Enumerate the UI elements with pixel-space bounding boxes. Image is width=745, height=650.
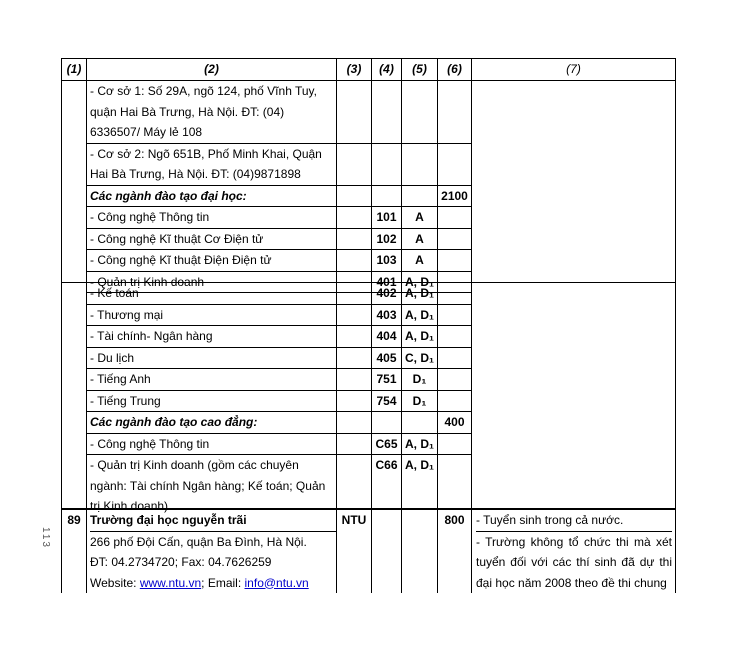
program-name: - Công nghệ Kĩ thuật Cơ Điện tử — [87, 228, 337, 250]
school-name: Trường đại học nguyễn trãi — [90, 510, 336, 532]
header-col-2: (2) — [87, 59, 337, 81]
exam-block: A — [402, 250, 438, 272]
header-col-6: (6) — [438, 59, 472, 81]
page-number: 113 — [40, 527, 51, 549]
table-row — [62, 283, 676, 305]
email-label: ; Email: — [201, 575, 245, 590]
number-cell-empty — [62, 283, 87, 517]
header-col-5: (5) — [402, 59, 438, 81]
program-name: - Kế toán — [87, 283, 337, 305]
program-code: 754 — [372, 390, 402, 412]
header-col-1: (1) — [62, 59, 87, 81]
program-code: 403 — [372, 304, 402, 326]
website-link[interactable]: www.ntu.vn — [139, 575, 202, 590]
school-row — [62, 509, 676, 593]
school-phone: ĐT: 04.2734720; Fax: 04.7626259 — [90, 555, 272, 569]
program-name: - Tiếng Trung — [87, 390, 337, 412]
program-code: 101 — [372, 207, 402, 229]
program-code: 751 — [372, 369, 402, 391]
exam-block: D₁ — [402, 390, 438, 412]
program-name: - Công nghệ Thông tin — [87, 207, 337, 229]
program-name: - Quản trị Kinh doanh — [87, 271, 337, 293]
college-total: 400 — [438, 412, 472, 434]
program-code: 402 — [372, 283, 402, 305]
university-total: 2100 — [438, 185, 472, 207]
exam-block: A, D₁ — [402, 304, 438, 326]
note-2: - Trường không tổ chức thi mà xét tuyển đối với các thí sinh đã dự thi đại học năm 2008 theo đề thi chung — [476, 534, 672, 590]
program-code: C66 — [372, 455, 402, 517]
header-col-7: (7) — [472, 59, 676, 81]
program-name: - Thương mại — [87, 304, 337, 326]
admissions-table — [61, 58, 676, 293]
program-code: 103 — [372, 250, 402, 272]
campus-1: - Cơ sở 1: Số 29A, ngõ 124, phố Vĩnh Tuy, quận Hai Bà Trưng, Hà Nội. ĐT: (04) 6336507/ Máy lẻ 108 — [87, 81, 337, 144]
exam-block: A, D₁ — [402, 433, 438, 455]
program-name: - Tài chính- Ngân hàng — [87, 326, 337, 348]
campus-2: - Cơ sở 2: Ngõ 651B, Phố Minh Khai, Quận Hai Bà Trưng, Hà Nội. ĐT: (04)9871898 — [87, 143, 337, 185]
college-heading: Các ngành đào tạo cao đẳng: — [87, 412, 337, 434]
exam-block: D₁ — [402, 369, 438, 391]
program-code: C65 — [372, 433, 402, 455]
school-web — [90, 573, 336, 594]
exam-block: A — [402, 207, 438, 229]
program-name: - Du lịch — [87, 347, 337, 369]
program-name: - Công nghệ Thông tin — [87, 433, 337, 455]
table-row — [62, 81, 676, 144]
exam-block: C, D₁ — [402, 347, 438, 369]
school-code: NTU — [337, 509, 372, 593]
admissions-table-continued — [61, 282, 676, 517]
school-89-table — [61, 508, 676, 593]
program-code: 102 — [372, 228, 402, 250]
program-code: 405 — [372, 347, 402, 369]
school-info — [87, 509, 337, 593]
header-row — [62, 59, 676, 81]
exam-block: A, D₁ — [402, 455, 438, 517]
exam-block: A, D₁ — [402, 271, 438, 293]
school-number: 89 — [62, 509, 87, 593]
email-link[interactable]: info@ntu.vn — [244, 575, 309, 590]
header-col-3: (3) — [337, 59, 372, 81]
exam-block: A — [402, 228, 438, 250]
school-quota: 800 — [438, 509, 472, 593]
university-heading: Các ngành đào tạo đại học: — [87, 185, 337, 207]
header-col-4: (4) — [372, 59, 402, 81]
school-address: 266 phố Đội Cấn, quận Ba Đình, Hà Nội. — [90, 534, 307, 549]
program-code: 404 — [372, 326, 402, 348]
notes-cell-empty — [472, 283, 676, 517]
school-notes — [472, 509, 676, 593]
website-label: Website: — [90, 575, 140, 590]
program-name: - Tiếng Anh — [87, 369, 337, 391]
program-code: 401 — [372, 271, 402, 293]
program-name: - Quản trị Kinh doanh (gồm các chuyên ngành: Tài chính Ngân hàng; Kế toán; Quản trị Kinh doanh) — [87, 455, 337, 517]
exam-block: A, D₁ — [402, 283, 438, 305]
exam-block: A, D₁ — [402, 326, 438, 348]
notes-cell-empty — [472, 81, 676, 293]
number-cell-empty — [62, 81, 87, 293]
note-1: - Tuyển sinh trong cả nước. — [476, 510, 672, 532]
program-name: - Công nghệ Kĩ thuật Điện Điện tử — [87, 250, 337, 272]
